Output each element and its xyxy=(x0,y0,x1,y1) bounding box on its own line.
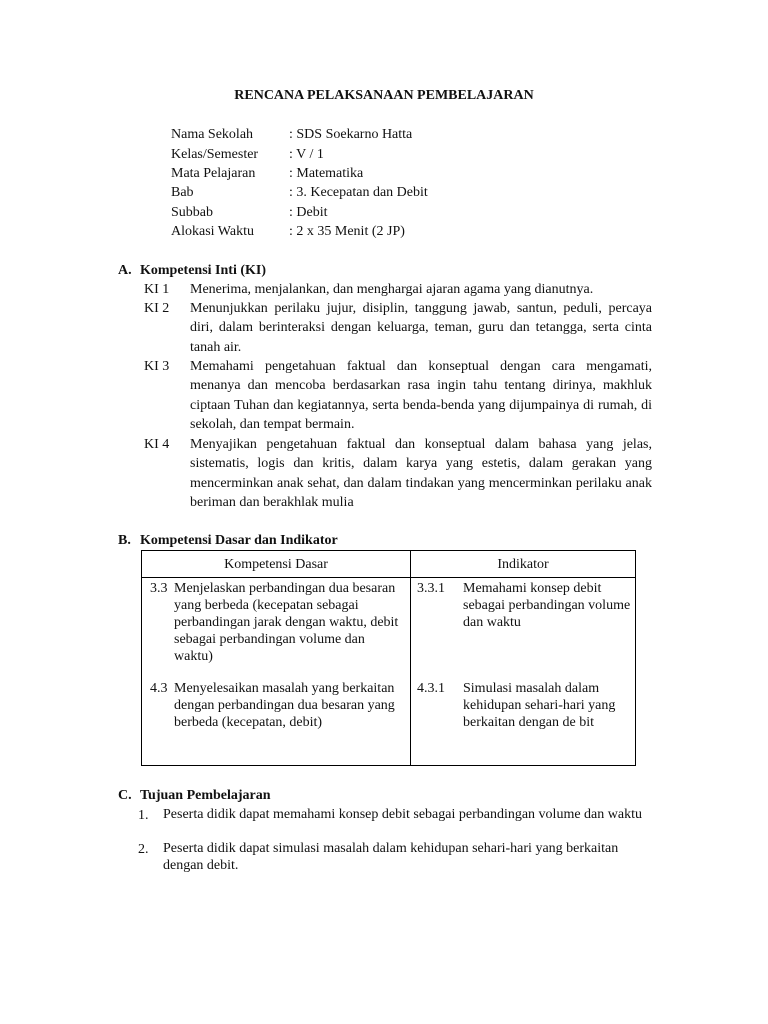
section-c-heading xyxy=(118,786,271,805)
section-b-title: Kompetensi Dasar dan Indikator xyxy=(140,533,338,548)
ki-text: Menerima, menjalankan, dan menghargai ajaran agama yang dianutnya. xyxy=(190,282,594,297)
document-title: RENCANA PELAKSANAAN PEMBELAJARAN xyxy=(234,88,534,103)
ki-number: KI 4 xyxy=(144,437,170,452)
kd-number: 4.3 xyxy=(150,681,168,696)
section-c-letter: C. xyxy=(118,788,132,803)
section-a-letter: A. xyxy=(118,263,132,278)
ki-number: KI 3 xyxy=(144,359,170,374)
indicator-number: 3.3.1 xyxy=(417,581,445,596)
kd-number: 3.3 xyxy=(150,581,168,596)
info-label-school: Nama Sekolah xyxy=(171,127,254,142)
indicator-number: 4.3.1 xyxy=(417,681,445,696)
info-label-subject: Mata Pelajaran xyxy=(171,166,256,181)
indicator-cell xyxy=(411,578,636,766)
table-header-indicator: Indikator xyxy=(411,551,636,578)
objective-number: 2. xyxy=(138,842,149,857)
indicator-text: Memahami konsep debit sebagai perbandingan volume dan waktu xyxy=(463,581,631,630)
ki-number: KI 2 xyxy=(144,301,170,316)
info-value-chapter: : 3. Kecepatan dan Debit xyxy=(289,185,428,200)
info-label-class: Kelas/Semester xyxy=(171,147,259,162)
objective-text: Peserta didik dapat simulasi masalah dalam kehidupan sehari-hari yang berkaitan dengan debit. xyxy=(163,841,619,873)
kd-text: Menyelesaikan masalah yang berkaitan dengan perbandingan dua besaran yang berbeda (kecepatan, debit) xyxy=(174,681,395,730)
table-header-kd: Kompetensi Dasar xyxy=(142,551,411,578)
info-value-class: : V / 1 xyxy=(289,147,324,162)
ki-text: Menunjukkan perilaku jujur, disiplin, tanggung jawab, santun, peduli, percaya diri, dalam berinteraksi dengan keluarga, teman, guru dan tetangga, serta cinta tanah air. xyxy=(190,301,652,355)
indicator-text: Simulasi masalah dalam kehidupan sehari-hari yang berkaitan dengan de bit xyxy=(463,681,616,730)
section-a-title: Kompetensi Inti (KI) xyxy=(140,263,266,278)
info-label-subchapter: Subbab xyxy=(171,205,213,220)
kd-indicator-table xyxy=(141,550,636,766)
kd-cell xyxy=(142,578,411,766)
ki-text: Memahami pengetahuan faktual dan konseptual dengan cara mengamati, menanya dan mencoba berdasarkan rasa ingin tahu tentang dirinya, makhluk ciptaan Tuhan dan kegiatannya, serta benda-benda yang dijumpainya di rumah, di sekolah, dan tempat bermain. xyxy=(190,359,652,433)
section-b-letter: B. xyxy=(118,533,131,548)
info-label-chapter: Bab xyxy=(171,185,194,200)
info-value-subject: : Matematika xyxy=(289,166,364,181)
info-label-time: Alokasi Waktu xyxy=(171,224,254,239)
info-value-school: : SDS Soekarno Hatta xyxy=(289,127,413,142)
kd-text: Menjelaskan perbandingan dua besaran yang berbeda (kecepatan sebagai perbandingan jarak dengan waktu, debit sebagai perbandingan volume dan waktu) xyxy=(174,581,399,664)
objective-text: Peserta didik dapat memahami konsep debit sebagai perbandingan volume dan waktu xyxy=(163,807,642,822)
ki-number: KI 1 xyxy=(144,282,170,297)
section-b-heading xyxy=(118,531,338,550)
info-value-subchapter: : Debit xyxy=(289,205,328,220)
section-c-title: Tujuan Pembelajaran xyxy=(140,788,271,803)
ki-text: Menyajikan pengetahuan faktual dan konseptual dalam bahasa yang jelas, sistematis, logis dan kritis, dalam karya yang estetis, dalam gerakan yang mencerminkan anak sehat, dan dalam tindakan yang mencerminkan perilaku anak beriman dan berakhlak mulia xyxy=(190,437,652,511)
section-a-heading xyxy=(118,261,266,280)
objective-number: 1. xyxy=(138,808,149,823)
info-value-time: : 2 x 35 Menit (2 JP) xyxy=(289,224,405,239)
